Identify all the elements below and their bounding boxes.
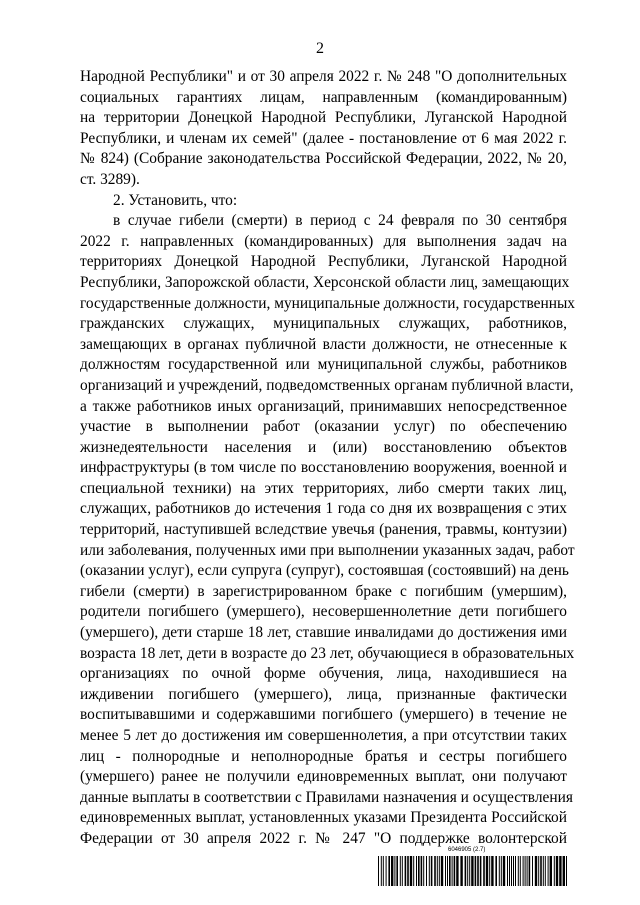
text-line: на территории Донецкой Народной Республики, Луганской Народной bbox=[80, 109, 567, 127]
text-line: единовременных выплат, установленных указами Президента Российской bbox=[80, 809, 567, 827]
text-line: должностям государственной или муниципальной службы, работников bbox=[80, 356, 567, 374]
page-number: 2 bbox=[316, 40, 324, 57]
text-line: менее 5 лет до достижения им совершеннолетия, а при отсутствии таких bbox=[80, 727, 567, 744]
text-line: Республики, и членам их семей" (далее - постановление от 6 мая 2022 г. bbox=[80, 129, 567, 147]
text-line: в случае гибели (смерти) в период с 24 февраля по 30 сентября bbox=[113, 212, 567, 230]
text-line: участие в выполнении работ (оказании услуг) по обеспечению bbox=[80, 418, 567, 436]
text-line: служащих, работников до истечения 1 года со дня их возвращения с этих bbox=[80, 500, 567, 518]
text-line: (умершего), дети старше 18 лет, ставшие инвалидами до достижения ими bbox=[80, 624, 567, 642]
text-line: территориях Донецкой Народной Республики, Луганской Народной bbox=[80, 253, 567, 271]
text-line: 2022 г. направленных (командированных) для выполнения задач на bbox=[80, 232, 567, 250]
text-line: воспитывавшими и содержавшими погибшего (умершего) в течение не bbox=[80, 706, 567, 724]
text-line: жизнедеятельности населения и (или) восстановлению объектов bbox=[80, 438, 567, 456]
text-line: данные выплаты в соответствии с Правилами назначения и осуществления bbox=[80, 788, 573, 806]
text-line: специальной техники) на этих территориях, либо смерти таких лиц, bbox=[80, 479, 567, 497]
text-line: Федерации от 30 апреля 2022 г. № 247 "О поддержке волонтерской bbox=[80, 829, 567, 847]
text-line: 2. Установить, что: bbox=[113, 191, 238, 209]
text-line: возраста 18 лет, дети в возрасте до 23 лет, обучающиеся в образовательных bbox=[80, 644, 575, 662]
text-line: лиц - полнородные и неполнородные братья и сестры погибшего bbox=[80, 747, 567, 765]
text-line: (оказании услуг), если супруга (супруг), состоявшая (состоявший) на день bbox=[80, 562, 569, 580]
text-line: инфраструктуры (в том числе по восстановлению вооружения, военной и bbox=[80, 459, 567, 477]
barcode-image bbox=[378, 856, 568, 886]
text-line: замещающих в органах публичной власти должности, не отнесенные к bbox=[80, 335, 567, 353]
text-line: иждивении погибшего (умершего), лица, признанные фактически bbox=[80, 685, 567, 703]
text-line: (умершего) ранее не получили единовременных выплат, они получают bbox=[80, 768, 567, 786]
text-line: организаций и учреждений, подведомственных органам публичной власти, bbox=[80, 376, 574, 394]
barcode-label: 6046905 (2.7) bbox=[448, 847, 486, 853]
text-line: родители погибшего (умершего), несовершеннолетние дети погибшего bbox=[80, 603, 567, 621]
text-line: гибели (смерти) в зарегистрированном браке с погибшим (умершим), bbox=[80, 582, 567, 600]
text-line: или заболевания, полученных ими при выполнении указанных задач, работ bbox=[80, 541, 575, 559]
text-line: государственные должности, муниципальные должности, государственных bbox=[80, 294, 575, 312]
text-line: организациях по очной форме обучения, лица, находившиеся на bbox=[80, 665, 567, 683]
text-line: а также работников иных организаций, принимавших непосредственное bbox=[80, 397, 567, 415]
text-line: территорий, наступившей вследствие увечья (ранения, травмы, контузии) bbox=[80, 521, 567, 539]
document-body bbox=[80, 67, 575, 850]
text-line: ст. 3289). bbox=[80, 170, 140, 188]
text-line: Республики, Запорожской области, Херсонской области лиц, замещающих bbox=[80, 273, 570, 291]
text-line: № 824) (Собрание законодательства Российской Федерации, 2022, № 20, bbox=[80, 150, 567, 168]
text-line: Народной Республики" и от 30 апреля 2022 г. № 248 "О дополнительных bbox=[80, 68, 567, 85]
text-line: социальных гарантиях лицам, направленным (командированным) bbox=[80, 88, 567, 106]
text-line: гражданских служащих, муниципальных служащих, работников, bbox=[80, 315, 567, 333]
